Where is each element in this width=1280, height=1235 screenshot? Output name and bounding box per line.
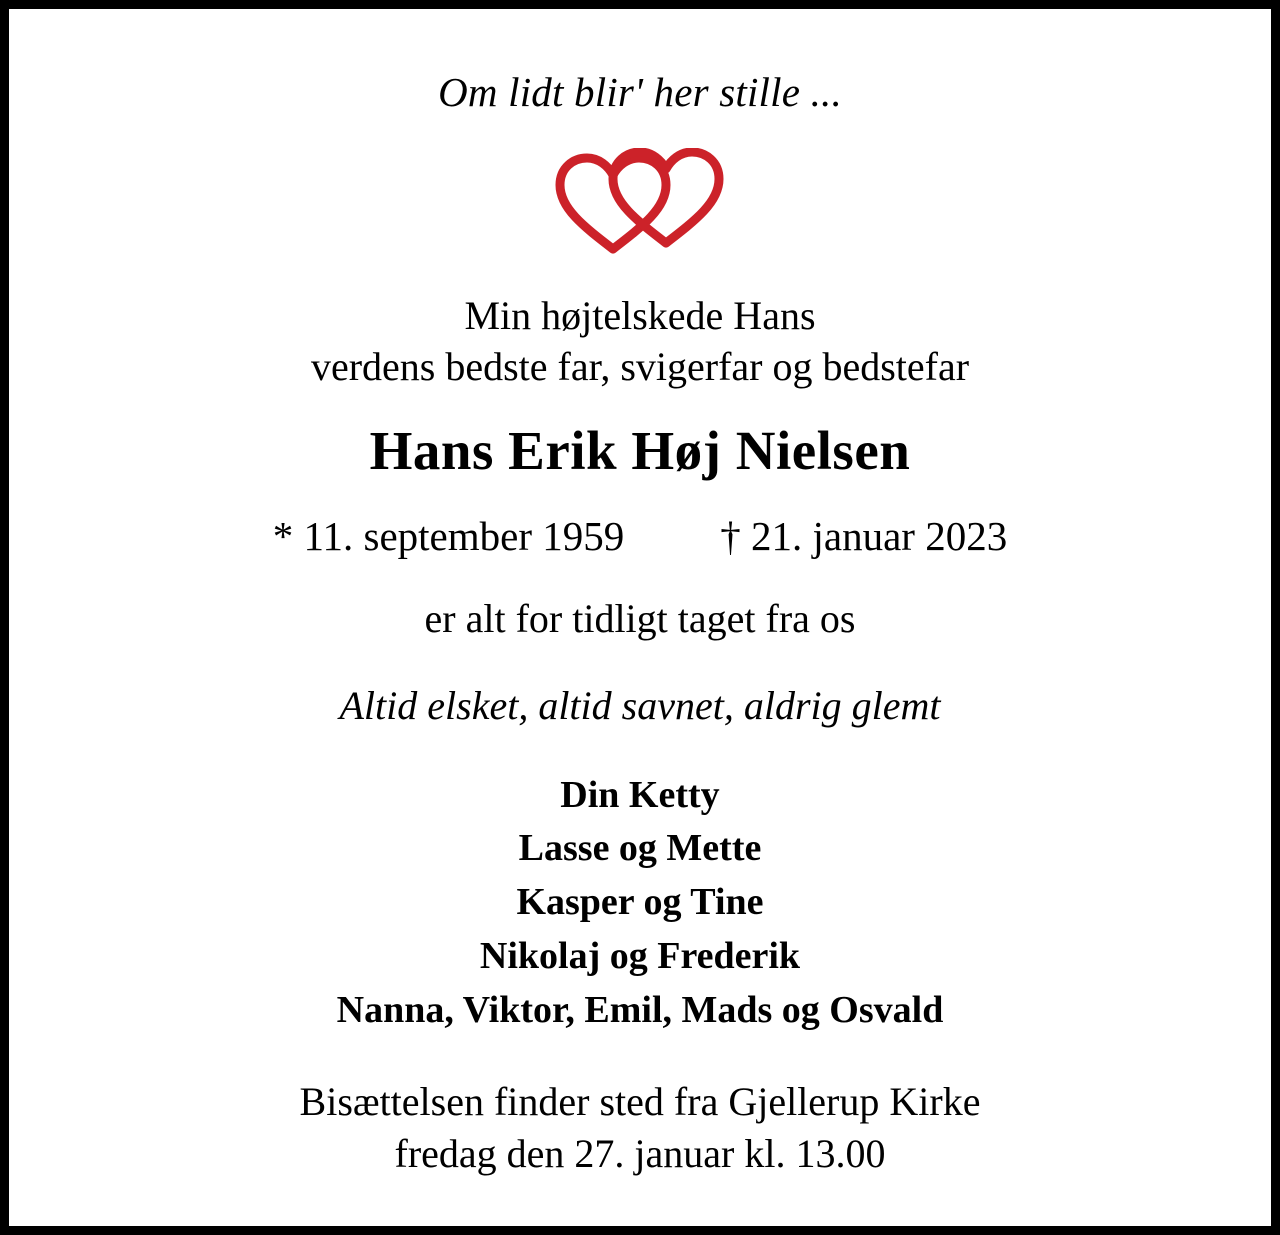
deceased-name: Hans Erik Høj Nielsen (369, 419, 911, 481)
verse-text: Om lidt blir' her stille ... (438, 69, 842, 115)
death-date: † 21. januar 2023 (720, 512, 1008, 559)
list-item: Nikolaj og Frederik (479, 935, 801, 978)
funeral-line-2: fredag den 27. januar kl. 13.00 (394, 1131, 886, 1177)
life-dates (273, 512, 1007, 560)
intro-block (311, 290, 969, 392)
list-item: Din Ketty (560, 773, 720, 816)
survivors-list (337, 769, 944, 1039)
list-item: Nanna, Viktor, Emil, Mads og Osvald (336, 989, 944, 1032)
birth-date: * 11. september 1959 (272, 512, 625, 559)
list-item: Kasper og Tine (516, 881, 764, 924)
taken-line: er alt for tidligt taget fra os (424, 595, 856, 641)
funeral-line-1: Bisættelsen finder sted fra Gjellerup Kirke (299, 1079, 981, 1125)
intro-line-1: Min højtelskede Hans (464, 293, 816, 339)
memory-line: Altid elsket, altid savnet, aldrig glemt (339, 682, 941, 728)
intro-line-2: verdens bedste far, svigerfar og bedstefar (310, 344, 970, 390)
list-item: Lasse og Mette (518, 827, 762, 870)
double-heart-icon (550, 148, 730, 258)
funeral-details (300, 1076, 981, 1180)
